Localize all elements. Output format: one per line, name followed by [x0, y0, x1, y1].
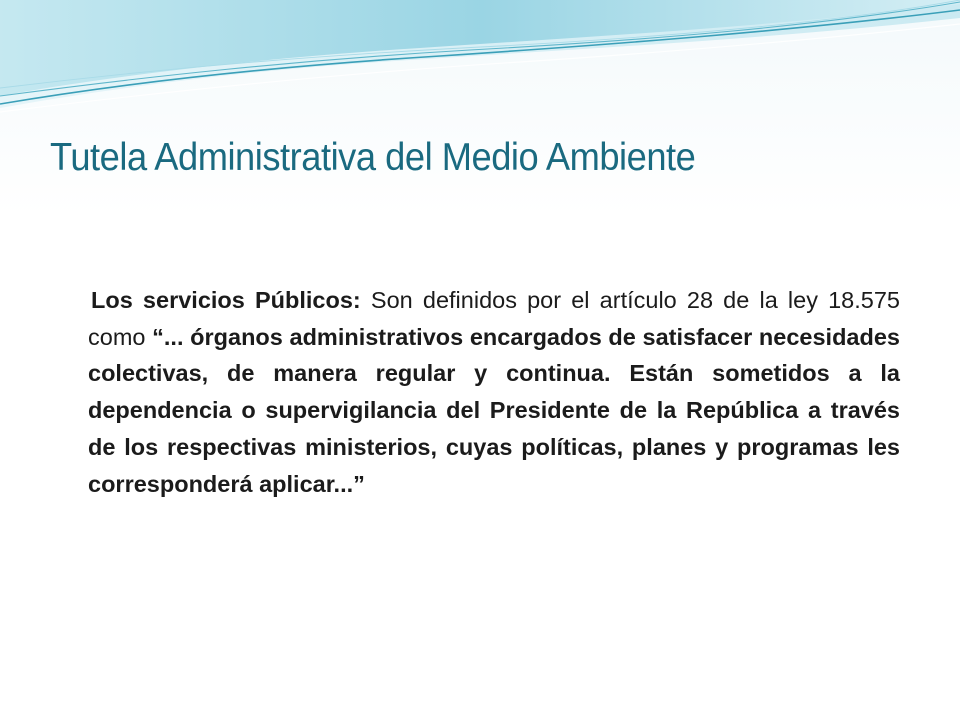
header-wave-decoration: [0, 0, 960, 120]
term-label: Los servicios Públicos:: [91, 287, 361, 313]
slide-title: Tutela Administrativa del Medio Ambiente: [50, 136, 696, 179]
definition-intro: Son definidos por el artículo 28 de la ley 18.575 como: [88, 287, 900, 350]
slide-body-paragraph: [88, 282, 900, 502]
definition-quote: “... órganos administrativos encargados de satisfacer necesidades colectivas, de manera regular y continua. Están sometidos a la dependencia o supervigilancia del Presidente de la República a través de los respectivas ministerios, cuyas políticas, planes y programas les corresponderá aplicar...”: [88, 323, 900, 497]
